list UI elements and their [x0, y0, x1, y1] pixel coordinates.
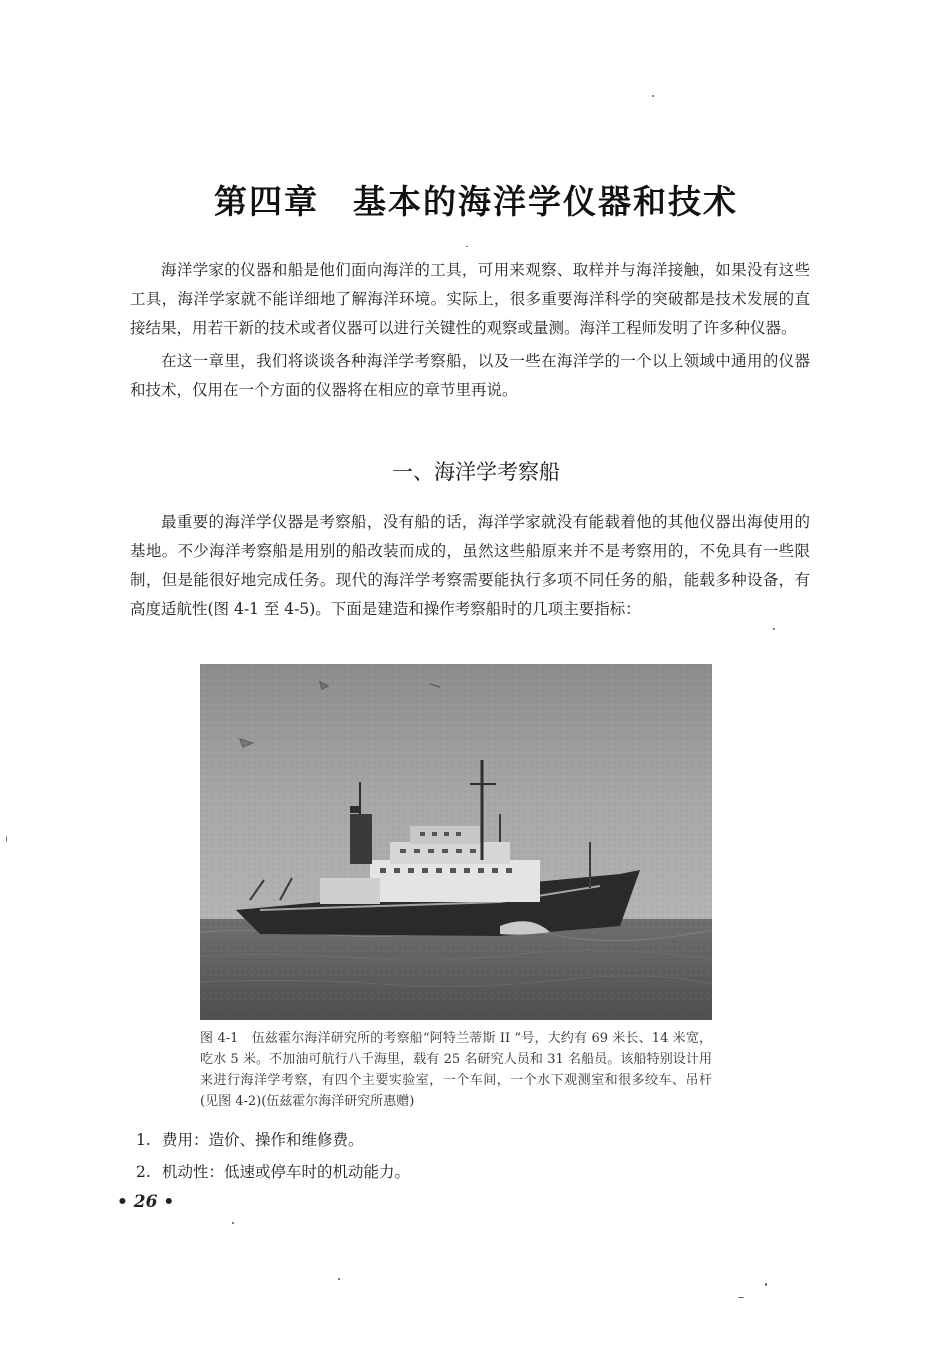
section-text — [130, 508, 810, 624]
intro-paragraph-1: 海洋学家的仪器和船是他们面向海洋的工具，可用来观察、取样并与海洋接触，如果没有这些工具，海洋学家就不能详细地了解海洋环境。实际上，很多重要海洋科学的突破都是技术发展的直接结果，用若干新的技术或者仪器可以进行关键性的观察或量测。海洋工程师发明了许多种仪器。 — [130, 261, 810, 337]
list-item-number: 1. — [136, 1131, 151, 1149]
list-item — [136, 1156, 736, 1188]
ship-photo — [200, 664, 712, 1020]
intro-text — [130, 256, 810, 405]
scan-speck — [773, 628, 775, 630]
scan-speck — [466, 246, 468, 247]
scan-speck — [338, 1278, 340, 1280]
chapter-number: 第四章 — [214, 182, 319, 221]
section-paragraph-1: 最重要的海洋学仪器是考察船，没有船的话，海洋学家就没有能载着他的其他仪器出海使用的基地。不少海洋考察船是用别的船改装而成的，虽然这些船原来并不是考察用的，不免具有一些限制，但是能很好地完成任务。现代的海洋学考察需要能执行多项不同任务的船，能载多种设备，有高度适航性(图 4-1 至 4-5)。下面是建造和操作考察船时的几项主要指标： — [130, 513, 810, 618]
scan-speck — [765, 1283, 767, 1286]
scan-speck — [652, 95, 654, 97]
section-title: 一、海洋学考察船 — [392, 460, 560, 484]
scan-speck — [232, 1222, 234, 1224]
ship-photo-image — [200, 664, 712, 1020]
figure-caption: 图 4-1 伍兹霍尔海洋研究所的考察船“阿特兰蒂斯 II ”号，大约有 69 米长、14 米宽，吃水 5 米。不加油可航行八千海里，载有 25 名研究人员和 31 名船员。该船特别设计用来进行海洋学考察，有四个主要实验室，一个车间，一个水下观测室和很多绞车、吊杆(见图 4-2)(伍兹霍尔海洋研究所惠赠) — [200, 1031, 712, 1109]
scan-speck — [738, 1297, 744, 1298]
list-item-number: 2. — [136, 1163, 151, 1181]
chapter-title — [0, 176, 952, 223]
intro-paragraph-2: 在这一章里，我们将谈谈各种海洋学考察船，以及一些在海洋学的一个以上领域中通用的仪器和技术，仅用在一个方面的仪器将在相应的章节里再说。 — [130, 352, 810, 399]
list-item-text: 费用：造价、操作和维修费。 — [162, 1131, 364, 1149]
list-item — [136, 1124, 736, 1156]
chapter-title-text: 基本的海洋学仪器和技术 — [353, 182, 738, 221]
criteria-list — [136, 1124, 736, 1188]
page-number: • 26 • — [117, 1192, 175, 1212]
list-item-text: 机动性：低速或停车时的机动能力。 — [162, 1163, 411, 1181]
scan-speck — [6, 836, 7, 842]
